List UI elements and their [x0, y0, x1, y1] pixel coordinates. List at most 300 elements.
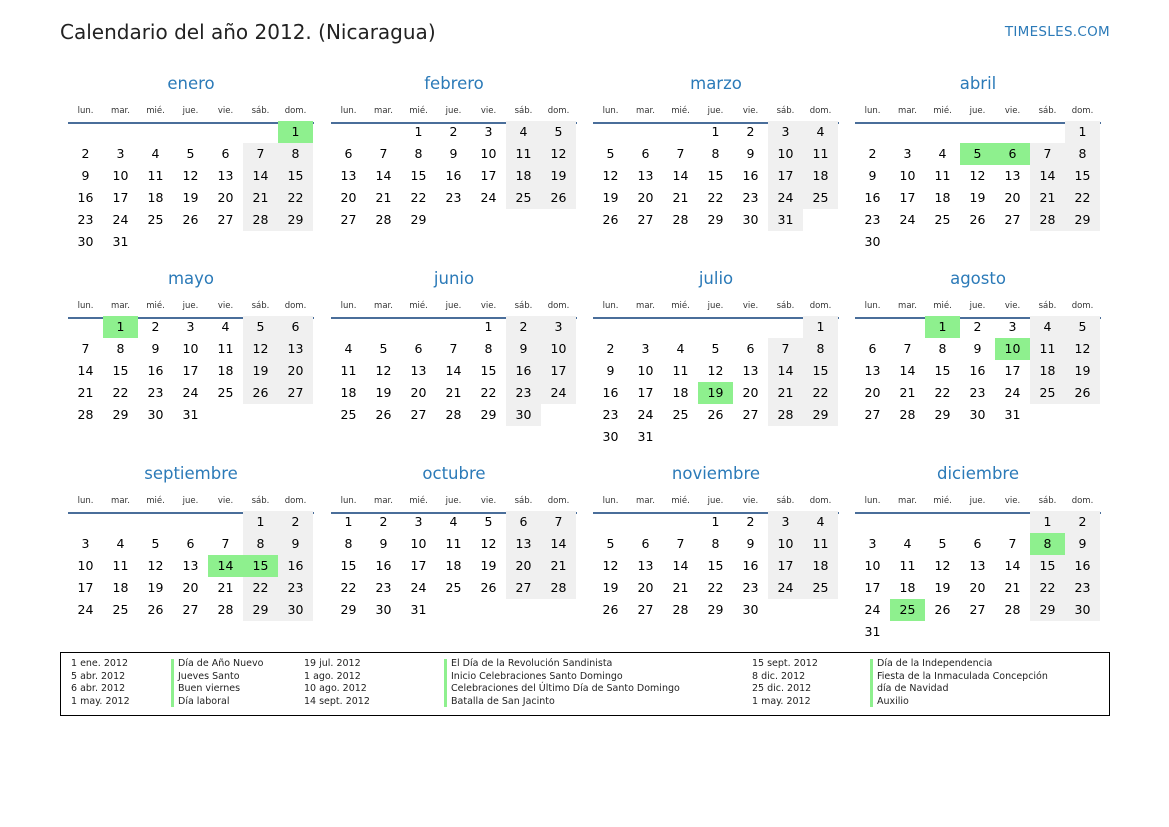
day-cell: 4 [116, 536, 125, 551]
day-cell: 1 [484, 319, 493, 334]
day-cell: 26 [1065, 382, 1100, 404]
month-diciembre [855, 464, 1101, 644]
day-cell: 18 [803, 555, 838, 577]
day-cell: 25 [934, 212, 951, 227]
day-cell: 15 [410, 168, 427, 183]
day-cell: 11 [803, 533, 838, 555]
day-cell: 4 [938, 146, 947, 161]
day-cell: 12 [480, 536, 497, 551]
day-cell: 28 [768, 404, 803, 426]
day-cell: 12 [707, 363, 724, 378]
day-cell: 16 [506, 360, 541, 382]
day-cell: 12 [147, 558, 164, 573]
day-cell: 28 [445, 407, 462, 422]
legend-holiday: Inicio Celebraciones Santo Domingo [451, 670, 623, 682]
day-cell: 27 [506, 577, 541, 599]
weekday-label: lun. [77, 106, 94, 116]
day-cell: 23 [77, 212, 94, 227]
day-cell: 10 [899, 168, 916, 183]
weekday-label: sáb. [514, 496, 533, 506]
month-name: enero [167, 74, 215, 93]
day-cell: 8 [344, 536, 353, 551]
day-cell: 14 [672, 558, 689, 573]
day-cell: 27 [637, 602, 654, 617]
day-cell: 7 [676, 536, 685, 551]
day-cell: 20 [969, 580, 986, 595]
weekday-label: mar. [636, 496, 655, 506]
day-cell: 7 [221, 536, 230, 551]
holiday-day-cell: 10 [995, 338, 1030, 360]
month-septiembre [68, 464, 314, 644]
weekday-label: mar. [111, 496, 130, 506]
day-cell: 3 [414, 514, 423, 529]
day-cell: 2 [151, 319, 160, 334]
day-cell: 30 [375, 602, 392, 617]
day-cell: 16 [864, 190, 881, 205]
legend-date: 6 abr. 2012 [71, 683, 126, 695]
weekday-label: mar. [111, 301, 130, 311]
day-cell: 28 [243, 209, 278, 231]
day-cell: 18 [217, 363, 234, 378]
day-cell: 19 [602, 190, 619, 205]
day-cell: 22 [707, 190, 724, 205]
weekday-label: mié. [146, 106, 165, 116]
day-cell: 13 [506, 533, 541, 555]
day-cell: 13 [864, 363, 881, 378]
day-cell: 16 [742, 168, 759, 183]
day-cell: 20 [637, 190, 654, 205]
day-cell: 18 [672, 385, 689, 400]
legend-date: 14 sept. 2012 [304, 695, 370, 707]
day-cell: 22 [1065, 187, 1100, 209]
day-cell: 8 [938, 341, 947, 356]
day-cell: 9 [278, 533, 313, 555]
day-cell: 23 [278, 577, 313, 599]
day-cell: 10 [77, 558, 94, 573]
holiday-day-cell: 6 [995, 143, 1030, 165]
month-name: julio [698, 269, 734, 288]
day-cell: 20 [864, 385, 881, 400]
day-cell: 4 [1030, 316, 1065, 338]
weekday-label: vie. [742, 301, 759, 311]
day-cell: 13 [410, 363, 427, 378]
day-cell: 19 [480, 558, 497, 573]
day-cell: 27 [969, 602, 986, 617]
legend-date: 1 ene. 2012 [71, 658, 128, 669]
day-cell: 24 [899, 212, 916, 227]
legend-holiday: Día laboral [178, 695, 230, 707]
brand-link[interactable]: TIMESLES.COM [1004, 24, 1110, 40]
legend-dates-col-3 [752, 658, 818, 708]
day-cell: 25 [672, 407, 689, 422]
day-cell: 6 [641, 146, 650, 161]
weekday-label: vie. [217, 496, 234, 506]
day-cell: 28 [77, 407, 94, 422]
day-cell: 2 [81, 146, 90, 161]
legend-date: 1 ago. 2012 [304, 670, 361, 682]
legend-dates-col-2 [304, 658, 370, 708]
weekday-label: jue. [182, 301, 199, 311]
weekday-label: sáb. [1038, 301, 1057, 311]
day-cell: 29 [803, 404, 838, 426]
day-cell: 6 [414, 341, 423, 356]
day-cell: 20 [410, 385, 427, 400]
day-cell: 21 [243, 187, 278, 209]
day-cell: 21 [672, 190, 689, 205]
legend-date: 1 may. 2012 [752, 695, 811, 707]
legend-date: 10 ago. 2012 [304, 683, 367, 695]
day-cell: 23 [1065, 577, 1100, 599]
day-cell: 22 [278, 187, 313, 209]
day-cell: 18 [1030, 360, 1065, 382]
day-cell: 19 [969, 190, 986, 205]
month-name: octubre [422, 464, 486, 483]
day-cell: 21 [77, 385, 94, 400]
day-cell: 25 [506, 187, 541, 209]
day-cell: 20 [506, 555, 541, 577]
day-cell: 7 [1030, 143, 1065, 165]
day-cell: 31 [637, 429, 654, 444]
day-cell: 6 [186, 536, 195, 551]
legend-names-col-3 [877, 658, 1048, 708]
weekday-label: vie. [480, 106, 497, 116]
day-cell: 21 [768, 382, 803, 404]
month-enero [68, 74, 314, 254]
day-cell: 23 [742, 580, 759, 595]
day-cell: 16 [742, 558, 759, 573]
day-cell: 30 [77, 234, 94, 249]
holiday-day-cell: 1 [925, 316, 960, 338]
day-cell: 30 [742, 602, 759, 617]
day-cell: 13 [340, 168, 357, 183]
day-cell: 24 [768, 577, 803, 599]
day-cell: 9 [746, 146, 755, 161]
day-cell: 24 [77, 602, 94, 617]
day-cell: 21 [899, 385, 916, 400]
day-cell: 4 [903, 536, 912, 551]
legend-holiday: Fiesta de la Inmaculada Concepción [877, 670, 1048, 682]
day-cell: 17 [899, 190, 916, 205]
day-cell: 29 [934, 407, 951, 422]
weekday-label: dom. [1071, 496, 1094, 506]
day-cell: 29 [243, 599, 278, 621]
day-cell: 11 [1030, 338, 1065, 360]
day-cell: 24 [541, 382, 576, 404]
weekday-label: jue. [182, 106, 199, 116]
legend-holiday: El Día de la Revolución Sandinista [451, 658, 613, 669]
weekday-label: lun. [340, 301, 357, 311]
day-cell: 4 [151, 146, 160, 161]
day-cell: 29 [340, 602, 357, 617]
day-cell: 30 [969, 407, 986, 422]
day-cell: 3 [768, 121, 803, 143]
day-cell: 24 [768, 187, 803, 209]
weekday-label: lun. [864, 496, 881, 506]
day-cell: 23 [506, 382, 541, 404]
holiday-day-cell: 1 [278, 121, 313, 143]
day-cell: 19 [243, 360, 278, 382]
day-cell: 10 [864, 558, 881, 573]
day-cell: 26 [480, 580, 497, 595]
day-cell: 6 [278, 316, 313, 338]
day-cell: 13 [637, 558, 654, 573]
day-cell: 26 [541, 187, 576, 209]
holiday-day-cell: 25 [890, 599, 925, 621]
day-cell: 17 [480, 168, 497, 183]
day-cell: 18 [899, 580, 916, 595]
day-cell: 23 [742, 190, 759, 205]
day-cell: 5 [606, 146, 615, 161]
weekday-label: mié. [933, 496, 952, 506]
day-cell: 26 [707, 407, 724, 422]
weekday-label: vie. [1004, 106, 1021, 116]
day-cell: 3 [484, 124, 493, 139]
day-cell: 1 [711, 124, 720, 139]
weekday-label: dom. [284, 301, 307, 311]
weekday-label: dom. [284, 496, 307, 506]
day-cell: 27 [340, 212, 357, 227]
day-cell: 1 [243, 511, 278, 533]
day-cell: 5 [541, 121, 576, 143]
weekday-label: vie. [1004, 496, 1021, 506]
day-cell: 12 [969, 168, 986, 183]
day-cell: 19 [182, 190, 199, 205]
day-cell: 29 [707, 602, 724, 617]
day-cell: 20 [340, 190, 357, 205]
day-cell: 15 [340, 558, 357, 573]
day-cell: 8 [1065, 143, 1100, 165]
day-cell: 25 [217, 385, 234, 400]
day-cell: 11 [934, 168, 951, 183]
day-cell: 17 [864, 580, 881, 595]
day-cell: 7 [81, 341, 90, 356]
day-cell: 4 [803, 511, 838, 533]
day-cell: 16 [602, 385, 619, 400]
day-cell: 11 [672, 363, 689, 378]
weekday-label: mié. [409, 301, 428, 311]
day-cell: 17 [112, 190, 129, 205]
weekday-label: mar. [636, 301, 655, 311]
day-cell: 21 [445, 385, 462, 400]
day-cell: 17 [637, 385, 654, 400]
day-cell: 22 [803, 382, 838, 404]
day-cell: 27 [410, 407, 427, 422]
day-cell: 13 [278, 338, 313, 360]
legend-names-col-1 [178, 658, 263, 708]
weekday-label: sáb. [251, 496, 270, 506]
weekday-label: mar. [374, 301, 393, 311]
weekday-label: mié. [409, 496, 428, 506]
day-cell: 10 [541, 338, 576, 360]
day-cell: 5 [1065, 316, 1100, 338]
day-cell: 12 [1065, 338, 1100, 360]
weekday-label: jue. [707, 301, 724, 311]
day-cell: 18 [340, 385, 357, 400]
legend-holiday: Batalla de San Jacinto [451, 695, 555, 707]
day-cell: 25 [803, 577, 838, 599]
legend-date: 5 abr. 2012 [71, 670, 126, 682]
day-cell: 2 [746, 514, 755, 529]
day-cell: 17 [182, 363, 199, 378]
legend-names-col-2 [451, 658, 680, 708]
weekday-label: lun. [77, 301, 94, 311]
day-cell: 5 [186, 146, 195, 161]
day-cell: 11 [506, 143, 541, 165]
weekday-label: lun. [864, 106, 881, 116]
day-cell: 16 [1065, 555, 1100, 577]
day-cell: 4 [803, 121, 838, 143]
weekday-label: vie. [1004, 301, 1021, 311]
day-cell: 7 [676, 146, 685, 161]
day-cell: 13 [182, 558, 199, 573]
day-cell: 3 [868, 536, 877, 551]
day-cell: 15 [112, 363, 129, 378]
day-cell: 28 [899, 407, 916, 422]
day-cell: 9 [151, 341, 160, 356]
weekday-label: jue. [969, 301, 986, 311]
day-cell: 10 [112, 168, 129, 183]
weekday-label: mié. [933, 301, 952, 311]
weekday-label: lun. [864, 301, 881, 311]
month-name: noviembre [671, 464, 761, 483]
day-cell: 1 [1065, 121, 1100, 143]
day-cell: 19 [602, 580, 619, 595]
day-cell: 2 [278, 511, 313, 533]
weekday-label: mié. [933, 106, 952, 116]
day-cell: 22 [410, 190, 427, 205]
day-cell: 2 [506, 316, 541, 338]
day-cell: 1 [414, 124, 423, 139]
day-cell: 22 [243, 577, 278, 599]
month-mayo [68, 269, 314, 449]
day-cell: 30 [1065, 599, 1100, 621]
day-cell: 6 [221, 146, 230, 161]
day-cell: 25 [147, 212, 164, 227]
day-cell: 12 [602, 558, 619, 573]
day-cell: 28 [375, 212, 392, 227]
day-cell: 27 [637, 212, 654, 227]
day-cell: 5 [484, 514, 493, 529]
day-cell: 23 [602, 407, 619, 422]
day-cell: 31 [864, 624, 881, 639]
day-cell: 7 [1008, 536, 1017, 551]
day-cell: 11 [899, 558, 916, 573]
day-cell: 16 [77, 190, 94, 205]
month-febrero [331, 74, 577, 254]
day-cell: 14 [672, 168, 689, 183]
day-cell: 12 [541, 143, 576, 165]
day-cell: 9 [606, 363, 615, 378]
day-cell: 18 [506, 165, 541, 187]
day-cell: 24 [112, 212, 129, 227]
weekday-label: dom. [809, 301, 832, 311]
weekday-label: vie. [742, 496, 759, 506]
day-cell: 17 [410, 558, 427, 573]
day-cell: 6 [344, 146, 353, 161]
holiday-day-cell: 5 [960, 143, 995, 165]
day-cell: 28 [672, 602, 689, 617]
weekday-label: sáb. [514, 106, 533, 116]
month-junio [331, 269, 577, 449]
month-name: marzo [690, 74, 742, 93]
day-cell: 20 [217, 190, 234, 205]
day-cell: 7 [449, 341, 458, 356]
day-cell: 25 [445, 580, 462, 595]
weekday-label: vie. [742, 106, 759, 116]
weekday-label: mar. [898, 496, 917, 506]
day-cell: 18 [147, 190, 164, 205]
month-name: mayo [167, 269, 215, 288]
day-cell: 2 [746, 124, 755, 139]
day-cell: 22 [340, 580, 357, 595]
day-cell: 11 [147, 168, 164, 183]
legend-holiday: Día de Año Nuevo [178, 658, 264, 669]
day-cell: 13 [1004, 168, 1021, 183]
day-cell: 9 [746, 536, 755, 551]
day-cell: 20 [1004, 190, 1021, 205]
holiday-day-cell: 8 [1030, 533, 1065, 555]
month-name: febrero [424, 74, 484, 93]
day-cell: 21 [541, 555, 576, 577]
day-cell: 17 [768, 165, 803, 187]
weekday-label: sáb. [776, 496, 795, 506]
day-cell: 6 [868, 341, 877, 356]
weekday-label: mié. [409, 106, 428, 116]
day-cell: 11 [217, 341, 234, 356]
day-cell: 22 [112, 385, 129, 400]
day-cell: 11 [445, 536, 462, 551]
day-cell: 23 [864, 212, 881, 227]
day-cell: 15 [1030, 555, 1065, 577]
day-cell: 3 [81, 536, 90, 551]
weekday-label: dom. [547, 301, 570, 311]
day-cell: 26 [934, 602, 951, 617]
day-cell: 27 [182, 602, 199, 617]
day-cell: 9 [868, 168, 877, 183]
day-cell: 2 [868, 146, 877, 161]
day-cell: 25 [1030, 382, 1065, 404]
weekday-label: mié. [146, 301, 165, 311]
day-cell: 5 [711, 341, 720, 356]
day-cell: 28 [217, 602, 234, 617]
day-cell: 30 [147, 407, 164, 422]
day-cell: 17 [1004, 363, 1021, 378]
day-cell: 7 [903, 341, 912, 356]
day-cell: 7 [379, 146, 388, 161]
day-cell: 18 [803, 165, 838, 187]
weekday-label: sáb. [1038, 106, 1057, 116]
weekday-label: sáb. [776, 301, 795, 311]
day-cell: 15 [707, 168, 724, 183]
weekday-label: mié. [671, 106, 690, 116]
day-cell: 1 [711, 514, 720, 529]
day-cell: 31 [112, 234, 129, 249]
day-cell: 7 [768, 338, 803, 360]
day-cell: 19 [934, 580, 951, 595]
day-cell: 27 [278, 382, 313, 404]
day-cell: 28 [672, 212, 689, 227]
day-cell: 22 [707, 580, 724, 595]
day-cell: 3 [541, 316, 576, 338]
day-cell: 3 [116, 146, 125, 161]
legend-date: 19 jul. 2012 [304, 658, 361, 669]
weekday-label: lun. [602, 496, 619, 506]
day-cell: 23 [969, 385, 986, 400]
day-cell: 31 [410, 602, 427, 617]
day-cell: 25 [112, 602, 129, 617]
day-cell: 28 [1030, 209, 1065, 231]
holiday-day-cell: 14 [208, 555, 243, 577]
